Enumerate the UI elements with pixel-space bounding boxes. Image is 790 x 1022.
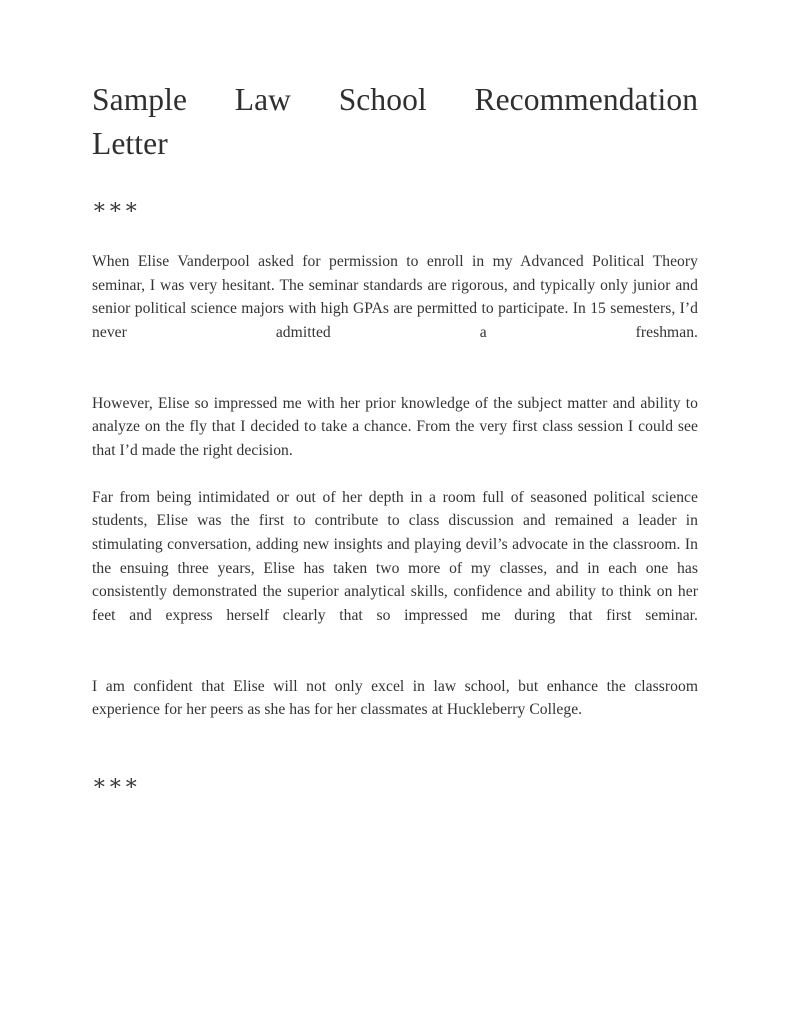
document-content [92,78,698,796]
letter-paragraph-2: However, Elise so impressed me with her prior knowledge of the subject matter and ability to analyze on the fly that I decided to take a chance. From the very first class session I could see that I’d made the right decision. [92,394,698,459]
letter-paragraph-3: Far from being intimidated or out of her depth in a room full of seasoned political science students, Elise was the first to contribute to class discussion and remained a leader in stimulating conversation, adding new insights and playing devil’s advocate in the classroom. In the ensuing three years, Elise has taken two more of my classes, and in each one has consistently demonstrated the superior analytical skills, confidence and ability to think on her feet and express herself clearly that so impressed me during that first seminar. [92,488,698,625]
page-title-line-1 [92,78,698,122]
letter-body [92,250,698,722]
letter-paragraph-4: I am confident that Elise will not only excel in law school, but enhance the classroom experience for her peers as she has for her classmates at Huckleberry College. [92,677,698,719]
page-title-word: Recommendation [474,82,699,117]
page-title [92,78,698,166]
separator-bottom: ∗∗∗ [92,769,140,795]
page-title-word: School [338,82,427,117]
letter-paragraph-1: When Elise Vanderpool asked for permission to enroll in my Advanced Political Theory seminar, I was very hesitant. The seminar standards are rigorous, and typically only junior and senior political science majors with high GPAs are permitted to participate. In 15 semesters, I’d never admitted a freshman. [92,253,698,342]
page-title-word: Law [234,82,292,117]
page-title-word: Sample [92,82,188,117]
separator-top: ∗∗∗ [92,194,140,219]
page-title-line-2: Letter [92,126,168,161]
